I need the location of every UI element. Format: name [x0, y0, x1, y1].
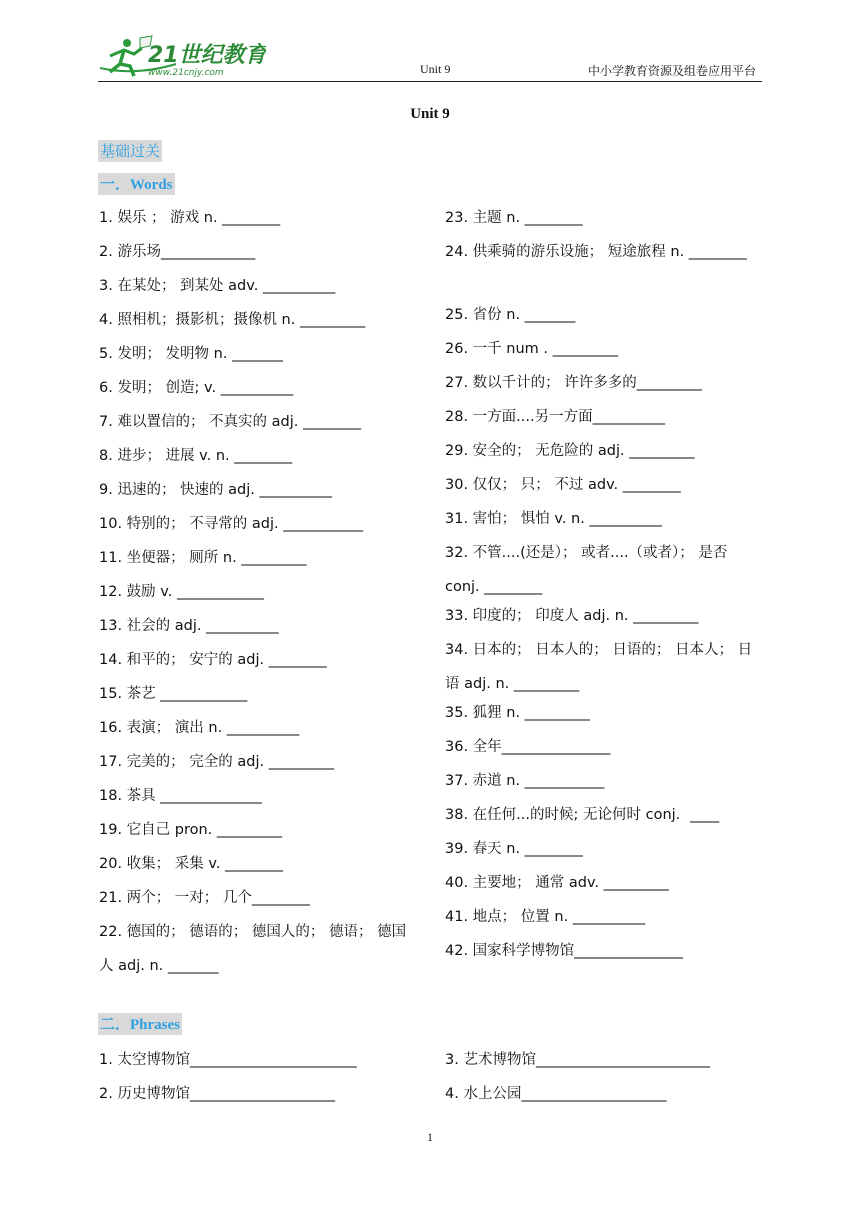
word-item: 34. 日本的； 日本人的； 日语的； 日本人； 日语 adj. n. _________ [445, 642, 753, 692]
logo [96, 34, 266, 80]
header-divider [98, 81, 762, 82]
word-item: 19. 它自己 pron. _________ [99, 822, 283, 838]
section-words-label: 一．Words [100, 177, 173, 193]
word-item: 32. 不管....(还是）； 或者....（或者）； 是否 conj. ________ [445, 545, 728, 595]
word-item: 8. 进步； 进展 v. n. ________ [99, 448, 293, 464]
word-item: 42. 国家科学博物馆_______________ [445, 943, 683, 959]
word-item: 16. 表演； 演出 n. __________ [99, 720, 300, 736]
word-item: 18. 茶具 ______________ [99, 788, 262, 804]
word-item: 36. 全年_______________ [445, 739, 611, 755]
word-item: 23. 主题 n. ________ [445, 210, 583, 226]
word-item: 33. 印度的； 印度人 adj. n. _________ [445, 608, 699, 624]
word-item: 39. 春天 n. ________ [445, 841, 583, 857]
section-basic: 基础过关 [100, 142, 161, 160]
phrase-item: 2. 历史博物馆____________________ [99, 1086, 335, 1102]
word-item: 1. 娱乐 ； 游戏 n. ________ [99, 210, 281, 226]
header-platform: 中小学教育资源及组卷应用平台 [587, 64, 756, 78]
word-item: 3. 在某处； 到某处 adv. __________ [99, 278, 336, 294]
word-item: 27. 数以千计的； 许许多多的_________ [445, 375, 703, 391]
word-item: 38. 在任何...的时候; 无论何时 conj．____ [445, 807, 720, 823]
word-item: 10. 特别的； 不寻常的 adj. ___________ [99, 516, 363, 532]
section-words [98, 173, 175, 195]
phrase-item: 1. 太空博物馆_______________________ [99, 1052, 357, 1068]
word-item: 22. 德国的； 德语的； 德国人的； 德语； 德国人 adj. n. _______ [99, 924, 407, 974]
word-item: 5. 发明； 发明物 n. _______ [99, 346, 283, 362]
words-right-column [445, 206, 763, 973]
word-item: 12. 鼓励 v. ____________ [99, 584, 264, 600]
word-item: 24. 供乘骑的游乐设施； 短途旅程 n. ________ [445, 244, 747, 260]
section-phrases-label: 二．Phrases [100, 1017, 180, 1033]
word-item: 17. 完美的； 完全的 adj. _________ [99, 754, 334, 770]
word-item: 21. 两个； 一对； 几个________ [99, 890, 310, 906]
word-item: 6. 发明； 创造; v. __________ [99, 380, 294, 396]
word-item: 13. 社会的 adj. __________ [99, 618, 279, 634]
word-item: 26. 一千 num . _________ [445, 341, 618, 357]
page-title: Unit 9 [410, 106, 450, 122]
word-item: 14. 和平的； 安宁的 adj. ________ [99, 652, 327, 668]
word-item: 29. 安全的； 无危险的 adj. _________ [445, 443, 695, 459]
phrase-item: 4. 水上公园____________________ [445, 1086, 667, 1102]
words-left-column [99, 206, 419, 983]
phrase-item: 3. 艺术博物馆________________________ [445, 1052, 710, 1068]
word-item: 15. 茶艺 ____________ [99, 686, 248, 702]
word-item: 41. 地点； 位置 n. __________ [445, 909, 646, 925]
word-item: 9. 迅速的； 快速的 adj. __________ [99, 482, 332, 498]
word-item: 25. 省份 n. _______ [445, 307, 576, 323]
word-item: 28. 一方面....另一方面__________ [445, 409, 666, 425]
word-item: 31. 害怕； 惧怕 v. n. __________ [445, 511, 662, 527]
word-item: 7. 难以置信的； 不真实的 adj. ________ [99, 414, 361, 430]
section-phrases [98, 1013, 182, 1035]
word-item: 20. 收集； 采集 v. ________ [99, 856, 284, 872]
logo-text: 21世纪教育 [148, 43, 266, 68]
word-item: 40. 主要地； 通常 adv. _________ [445, 875, 669, 891]
word-item: 35. 狐狸 n. _________ [445, 705, 590, 721]
word-item: 37. 赤道 n. ___________ [445, 773, 605, 789]
page-number: 1 [427, 1130, 433, 1144]
word-item: 30. 仅仅； 只； 不过 adv. ________ [445, 477, 681, 493]
word-item: 4. 照相机；摄影机；摄像机 n. _________ [99, 312, 366, 328]
header-unit: Unit 9 [420, 62, 451, 76]
word-item: 11. 坐便器； 厕所 n. _________ [99, 550, 307, 566]
word-item: 2. 游乐场_____________ [99, 244, 256, 260]
logo-url: www.21cnjy.com [148, 68, 224, 78]
